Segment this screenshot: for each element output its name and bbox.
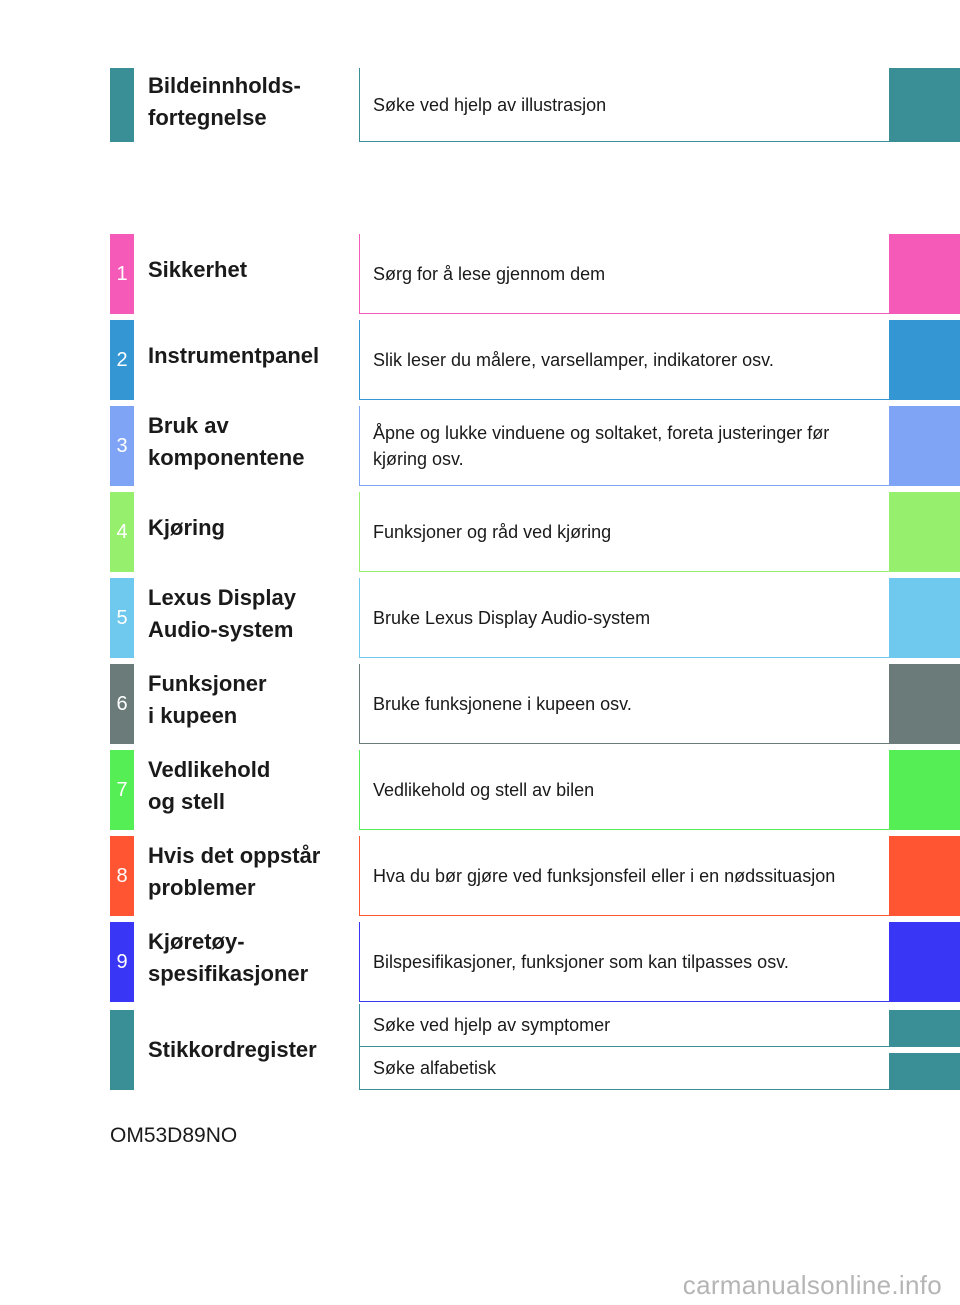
index-title[interactable]: Stikkordregister	[148, 1037, 317, 1062]
chapter-title[interactable]: Funksjoner i kupeen	[148, 671, 267, 728]
chapter-title[interactable]: Hvis det oppstår problemer	[148, 843, 321, 900]
chapter-tab[interactable]	[889, 922, 960, 1002]
chapter-tab[interactable]	[889, 578, 960, 658]
index-row	[0, 1010, 960, 1090]
chapter-tab[interactable]	[889, 836, 960, 916]
index-color-strip	[110, 1010, 134, 1090]
chapter-number: 1	[110, 234, 134, 314]
header-color-strip	[110, 68, 134, 142]
chapter-number: 7	[110, 750, 134, 830]
chapter-description[interactable]: Vedlikehold og stell av bilen	[359, 750, 889, 830]
chapter-title[interactable]: Kjøring	[148, 515, 225, 540]
chapter-title[interactable]: Lexus Display Audio-system	[148, 585, 296, 642]
chapter-row-2	[0, 320, 960, 400]
chapter-number: 6	[110, 664, 134, 744]
header-tab[interactable]	[889, 68, 960, 142]
chapter-description[interactable]: Bilspesifikasjoner, funksjoner som kan tilpasses osv.	[359, 922, 889, 1002]
chapter-row-4	[0, 492, 960, 572]
chapter-number: 2	[110, 320, 134, 400]
index-item-symptoms-tab[interactable]	[889, 1010, 960, 1047]
chapter-row-3	[0, 406, 960, 486]
chapter-title[interactable]: Kjøretøy- spesifikasjoner	[148, 929, 309, 986]
chapter-row-7	[0, 750, 960, 830]
chapter-description[interactable]: Hva du bør gjøre ved funksjonsfeil eller i en nødssituasjon	[359, 836, 889, 916]
chapter-number: 9	[110, 922, 134, 1002]
chapter-tab[interactable]	[889, 750, 960, 830]
index-item-symptoms[interactable]: Søke ved hjelp av symptomer	[359, 1004, 889, 1047]
chapter-row-9	[0, 922, 960, 1002]
chapter-row-8	[0, 836, 960, 916]
chapter-description[interactable]: Sørg for å lese gjennom dem	[359, 234, 889, 314]
chapter-description[interactable]: Bruke Lexus Display Audio-system	[359, 578, 889, 658]
header-row	[0, 68, 960, 142]
chapter-title[interactable]: Sikkerhet	[148, 257, 248, 282]
index-item-alphabetical-tab[interactable]	[889, 1053, 960, 1090]
index-item-alphabetical[interactable]: Søke alfabetisk	[359, 1047, 889, 1090]
chapter-title[interactable]: Vedlikehold og stell	[148, 757, 271, 814]
chapter-description[interactable]: Slik leser du målere, varsellamper, indikatorer osv.	[359, 320, 889, 400]
chapter-tab[interactable]	[889, 406, 960, 486]
chapter-tab[interactable]	[889, 664, 960, 744]
chapter-tab[interactable]	[889, 320, 960, 400]
chapter-description[interactable]: Funksjoner og råd ved kjøring	[359, 492, 889, 572]
header-title[interactable]: Bildeinnholds- fortegnelse	[148, 73, 301, 130]
chapter-title[interactable]: Instrumentpanel	[148, 343, 320, 368]
watermark: carmanualsonline.info	[682, 1270, 942, 1300]
chapter-number: 8	[110, 836, 134, 916]
chapter-tab[interactable]	[889, 234, 960, 314]
chapter-description[interactable]: Bruke funksjonene i kupeen osv.	[359, 664, 889, 744]
chapter-number: 4	[110, 492, 134, 572]
chapter-description[interactable]: Åpne og lukke vinduene og soltaket, foreta justeringer før kjøring osv.	[359, 406, 889, 486]
chapter-tab[interactable]	[889, 492, 960, 572]
header-description[interactable]: Søke ved hjelp av illustrasjon	[359, 68, 889, 142]
chapter-number: 5	[110, 578, 134, 658]
chapter-row-5	[0, 578, 960, 658]
chapter-row-6	[0, 664, 960, 744]
chapter-number: 3	[110, 406, 134, 486]
chapter-row-1	[0, 234, 960, 314]
document-code: OM53D89NO	[110, 1124, 238, 1147]
chapter-title[interactable]: Bruk av komponentene	[148, 413, 305, 470]
